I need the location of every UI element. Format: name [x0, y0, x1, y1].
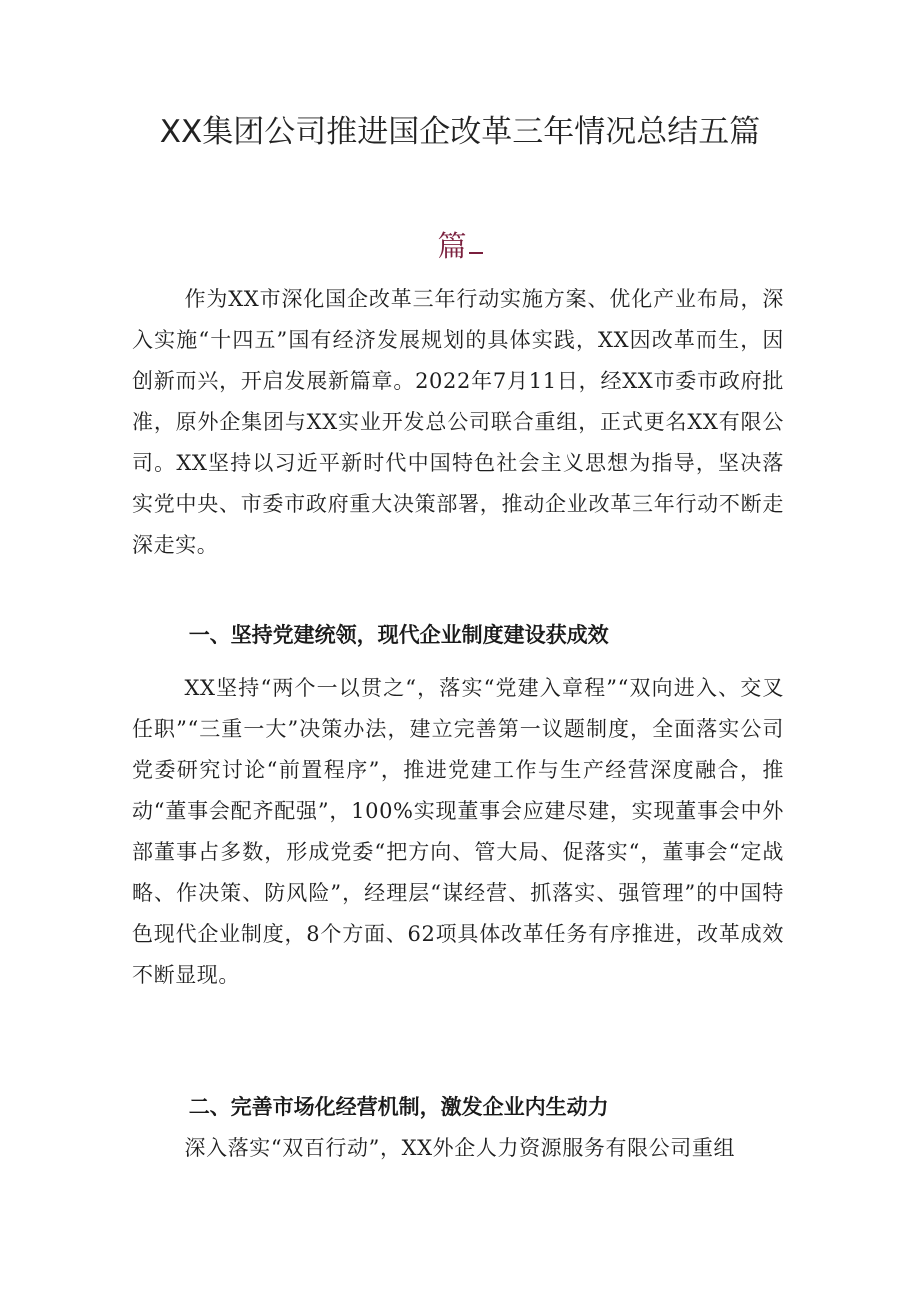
heading-section-2: 二、完善市场化经营机制，激发企业内生动力 — [188, 1095, 609, 1119]
paragraph-section-2: 深入落实“双百行动”，XX外企人力资源服务有限公司重组 — [184, 1136, 736, 1160]
paragraph-section-1: XX坚持“两个一以贯之“，落实“党建入章程”“双向进入、交叉任职”“三重一大”决策办法，建立完善第一议题制度，全面落实公司党委研究讨论“前置程序”，推进党建工作与生产经营深度融合，推动“董事会配齐配强”，100%实现董事会应建尽建，实现董事会中外部董事占多数，形成党委“把方向、管大局、促落实“，董事会“定战略、作决策、防风险”，经理层“谋经营、抓落实、强管理”的中国特色现代企业制度，8个方面、62项具体改革任务有序推进，改革成效不断显现。 — [132, 676, 784, 987]
section-label — [0, 226, 920, 266]
section-label-text: 篇 — [437, 229, 467, 263]
paragraph-intro: 作为XX市深化国企改革三年行动实施方案、优化产业布局，深入实施“十四五”国有经济发展规划的具体实践，XX因改革而生，因创新而兴，开启发展新篇章。2022年7月11日，经XX市委市政府批准，原外企集团与XX实业开发总公司联合重组，正式更名XX有限公司。XX坚持以习近平新时代中国特色社会主义思想为指导，坚决落实党中央、市委市政府重大决策部署，推动企业改革三年行动不断走深走实。 — [132, 287, 784, 557]
heading-section-1: 一、坚持党建统领，现代企业制度建设获成效 — [188, 623, 609, 647]
section-label-underline — [469, 252, 483, 254]
document-title: XX集团公司推进国企改革三年情况总结五篇 — [159, 114, 761, 150]
